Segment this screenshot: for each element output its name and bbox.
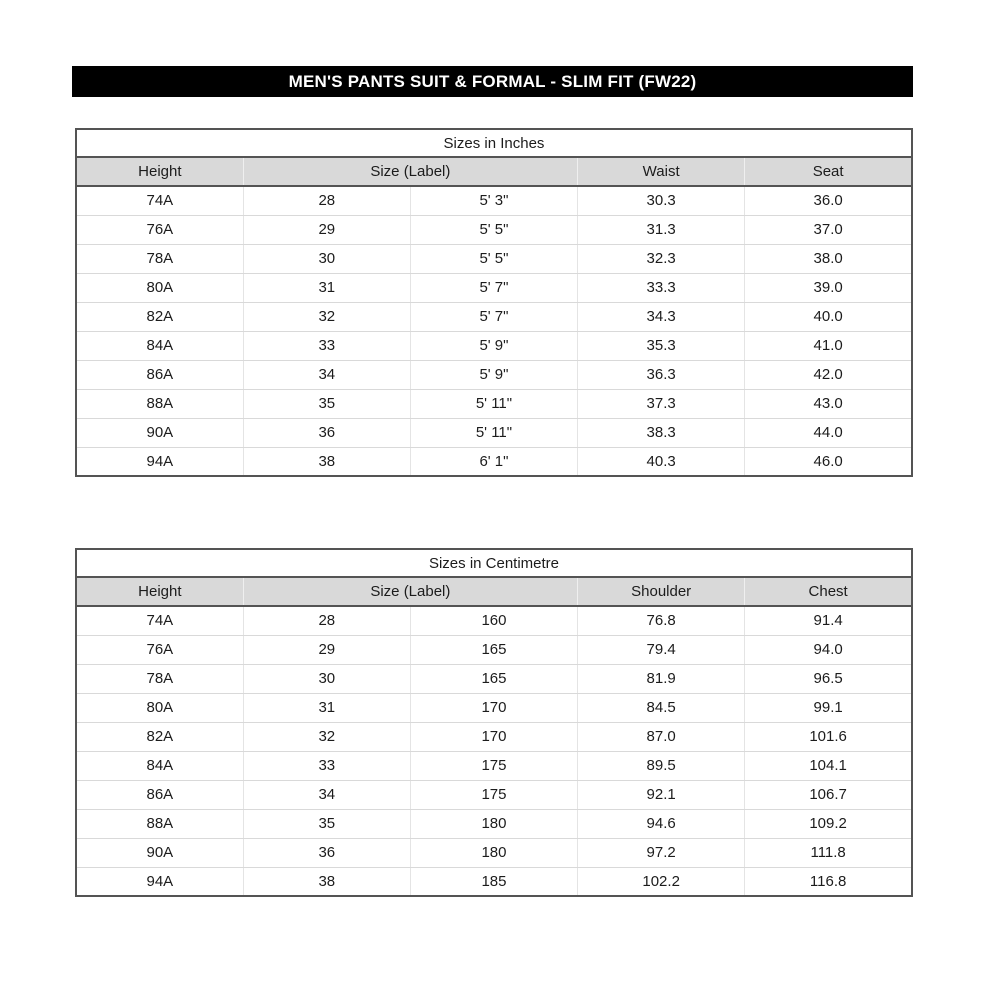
table-cell: 5' 9": [410, 331, 577, 360]
table-cell: 36: [243, 838, 410, 867]
table-row: [76, 331, 912, 360]
table-cell: 31.3: [578, 215, 745, 244]
table-cell: 76.8: [578, 606, 745, 635]
table-cell: 80A: [76, 693, 243, 722]
table-cell: 96.5: [745, 664, 912, 693]
table-cell: 42.0: [745, 360, 912, 389]
table-cell: 28: [243, 606, 410, 635]
table-cell: 86A: [76, 780, 243, 809]
table-cell: 91.4: [745, 606, 912, 635]
table-cell: 94A: [146, 452, 174, 470]
table-row: [76, 302, 912, 331]
table-cell: 104.1: [745, 751, 912, 780]
table-cell: 34: [243, 360, 410, 389]
table-cell: 31: [243, 693, 410, 722]
table-cell: 92.1: [578, 780, 745, 809]
table-header-row: [76, 577, 912, 606]
table-row: [76, 273, 912, 302]
table-row: [76, 360, 912, 389]
table-cell: 74A: [76, 606, 243, 635]
column-header-shoulder: Shoulder: [578, 577, 745, 606]
table-cell: 38: [243, 867, 410, 896]
table-cell: 175: [410, 780, 577, 809]
table-cell: 34: [243, 780, 410, 809]
table-cell: 84A: [76, 331, 243, 360]
column-header-size-label: Size (Label): [243, 577, 577, 606]
inches-table-section: [75, 128, 913, 477]
table-caption: Sizes in Inches: [76, 129, 912, 157]
table-cell: 88A: [76, 389, 243, 418]
table-cell: 5' 11": [410, 418, 577, 447]
table-cell: 41.0: [745, 331, 912, 360]
table-cell: 81.9: [578, 664, 745, 693]
table-cell: 46.0: [745, 447, 912, 476]
table-row: [76, 606, 912, 635]
table-cell: 39.0: [745, 273, 912, 302]
table-row: [76, 664, 912, 693]
table-cell: 87.0: [578, 722, 745, 751]
table-caption: Sizes in Centimetre: [76, 549, 912, 577]
table-cell: 101.6: [745, 722, 912, 751]
table-cell: 33: [243, 751, 410, 780]
table-cell: 90A: [76, 418, 243, 447]
table-cell: 32.3: [578, 244, 745, 273]
table-cell: 165: [410, 635, 577, 664]
table-cell: 37.0: [745, 215, 912, 244]
table-row: [76, 418, 912, 447]
column-header-height: Height: [76, 157, 243, 186]
table-cell: 29: [243, 635, 410, 664]
table-cell: 94.6: [578, 809, 745, 838]
table-cell: 38.3: [578, 418, 745, 447]
table-cell: 43.0: [745, 389, 912, 418]
table-cell: 38: [243, 447, 410, 476]
table-row: [76, 389, 912, 418]
table-cell: 30: [243, 664, 410, 693]
table-row: [76, 751, 912, 780]
table-cell: 84A: [76, 751, 243, 780]
table-cell: 84.5: [578, 693, 745, 722]
column-header-waist: Waist: [578, 157, 745, 186]
table-caption-row: [76, 129, 912, 157]
table-row: [76, 186, 912, 215]
table-cell: 76A: [76, 635, 243, 664]
table-cell: 78A: [76, 664, 243, 693]
table-cell: 86A: [76, 360, 243, 389]
table-header-row: [76, 157, 912, 186]
table-cell: 111.8: [745, 838, 912, 867]
table-cell: 160: [410, 606, 577, 635]
table-cell: 44.0: [745, 418, 912, 447]
table-cell: 5' 5": [410, 215, 577, 244]
page-title: MEN'S PANTS SUIT & FORMAL - SLIM FIT (FW22): [288, 71, 697, 91]
column-header-size-label: Size (Label): [243, 157, 577, 186]
table-row: [76, 635, 912, 664]
table-row: [76, 722, 912, 751]
column-header-chest: Chest: [745, 577, 912, 606]
table-cell: 30.3: [578, 186, 745, 215]
table-cell: 94.0: [745, 635, 912, 664]
table-cell: 5' 11": [410, 389, 577, 418]
table-cell: 99.1: [745, 693, 912, 722]
column-header-height: Height: [76, 577, 243, 606]
table-cell: 79.4: [578, 635, 745, 664]
table-cell: 82A: [76, 302, 243, 331]
table-cell: 78A: [76, 244, 243, 273]
table-cell: 102.2: [578, 867, 745, 896]
table-cell: 31: [243, 273, 410, 302]
table-cell: 97.2: [578, 838, 745, 867]
table-cell: 35: [243, 389, 410, 418]
table-cell: 34.3: [578, 302, 745, 331]
table-cell: 32: [243, 722, 410, 751]
table-cell: 170: [410, 693, 577, 722]
table-cell: 5' 3": [410, 186, 577, 215]
table-cell: 40.0: [745, 302, 912, 331]
table-cell: 88A: [76, 809, 243, 838]
centimetre-table-body: [76, 606, 912, 896]
table-row: [76, 215, 912, 244]
table-cell: 36.0: [745, 186, 912, 215]
table-row: [76, 809, 912, 838]
table-cell: 5' 5": [410, 244, 577, 273]
table-cell: 40.3: [578, 447, 745, 476]
table-cell: 185: [410, 867, 577, 896]
centimetre-table: [75, 548, 913, 897]
column-header-seat: Seat: [745, 157, 912, 186]
table-cell: 116.8: [745, 867, 912, 896]
centimetre-table-section: [75, 548, 913, 897]
table-cell: 180: [410, 838, 577, 867]
table-row: [76, 838, 912, 867]
table-cell: 38.0: [745, 244, 912, 273]
table-cell: 175: [410, 751, 577, 780]
table-cell: 6' 1": [410, 447, 577, 476]
table-cell: 74A: [76, 186, 243, 215]
table-cell: 35: [243, 809, 410, 838]
table-cell: 165: [410, 664, 577, 693]
table-cell: 37.3: [578, 389, 745, 418]
table-cell: 76A: [76, 215, 243, 244]
table-cell: 5' 9": [410, 360, 577, 389]
table-cell: 180: [410, 809, 577, 838]
table-cell: 5' 7": [410, 273, 577, 302]
title-banner: [72, 66, 913, 97]
table-cell: 33: [243, 331, 410, 360]
table-cell: 35.3: [578, 331, 745, 360]
inches-table: [75, 128, 913, 477]
table-cell: 36.3: [578, 360, 745, 389]
table-cell: 90A: [76, 838, 243, 867]
table-cell: 109.2: [745, 809, 912, 838]
table-cell: 80A: [76, 273, 243, 302]
table-cell: 82A: [76, 722, 243, 751]
table-row: [76, 867, 912, 896]
table-cell: 32: [243, 302, 410, 331]
table-cell: 28: [243, 186, 410, 215]
table-cell: 106.7: [745, 780, 912, 809]
table-row: [76, 780, 912, 809]
table-row: [76, 693, 912, 722]
table-cell: 29: [243, 215, 410, 244]
inches-table-body: [76, 186, 912, 476]
table-cell: 33.3: [578, 273, 745, 302]
table-row: [76, 447, 912, 476]
table-row: [76, 244, 912, 273]
table-cell: 5' 7": [410, 302, 577, 331]
table-cell: 36: [243, 418, 410, 447]
table-cell: 89.5: [578, 751, 745, 780]
table-cell: 94A: [146, 872, 174, 890]
table-caption-row: [76, 549, 912, 577]
table-cell: 30: [243, 244, 410, 273]
table-cell: 170: [410, 722, 577, 751]
